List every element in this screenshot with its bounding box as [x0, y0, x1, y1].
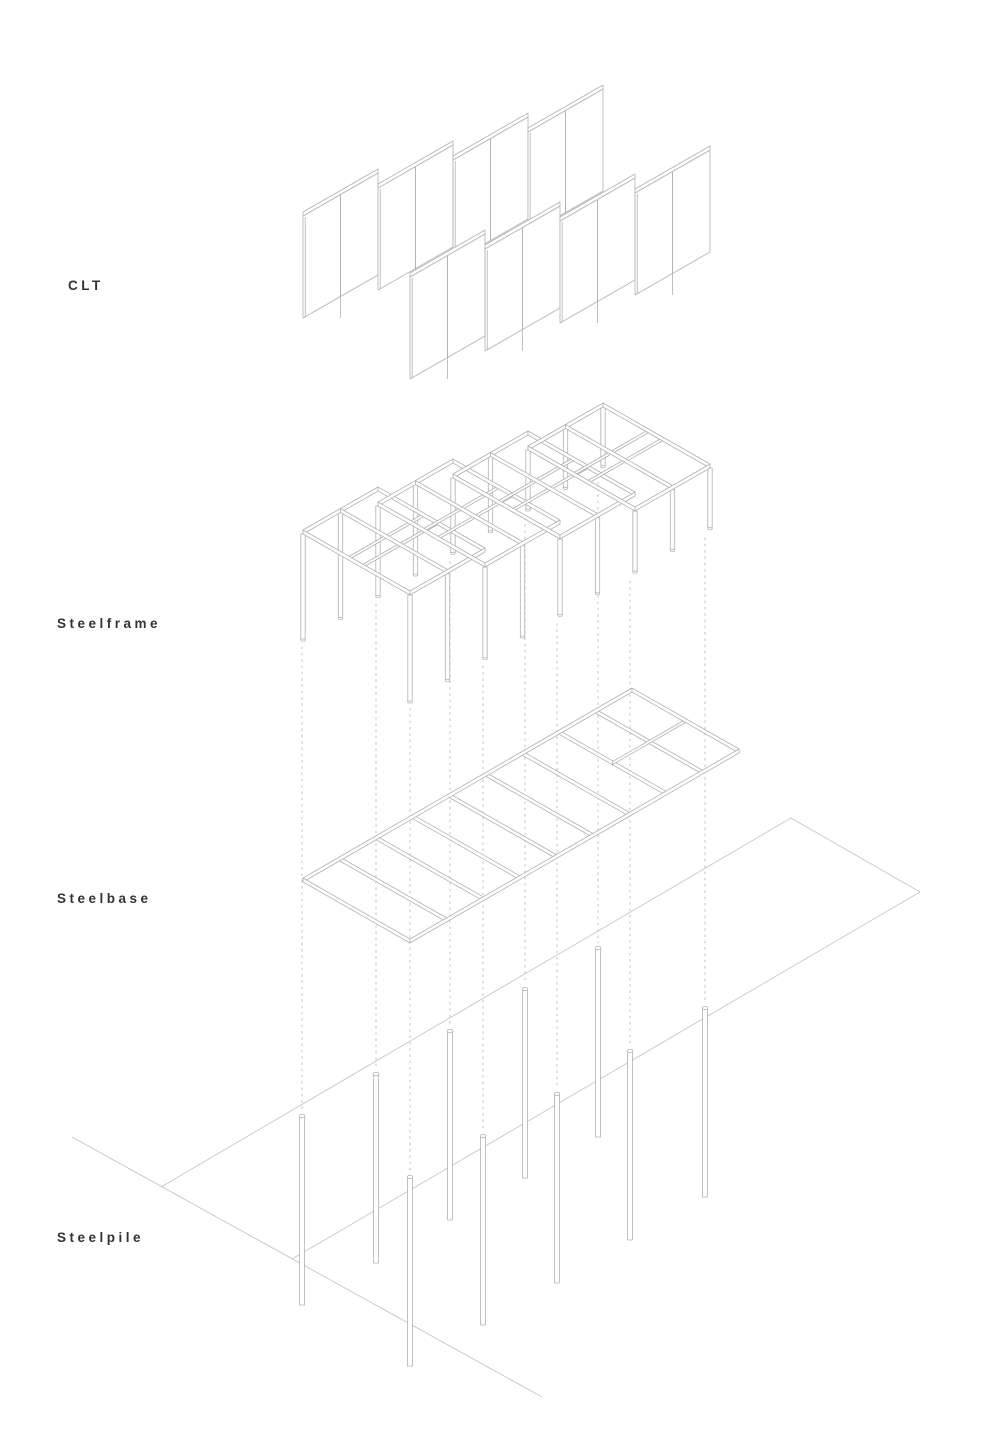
label-clt: CLT — [68, 278, 104, 293]
label-steelpile: Steelpile — [57, 1230, 145, 1245]
clt-panels-layer — [303, 85, 710, 379]
steel-piles-layer — [299, 946, 708, 1366]
label-steelbase: Steelbase — [57, 891, 152, 906]
label-steelframe: Steelframe — [57, 616, 162, 631]
projection-dashed-lines — [302, 476, 705, 1172]
steel-base-layer — [303, 688, 739, 943]
ground-plane — [72, 818, 920, 1397]
steel-frame-layer — [301, 403, 712, 703]
